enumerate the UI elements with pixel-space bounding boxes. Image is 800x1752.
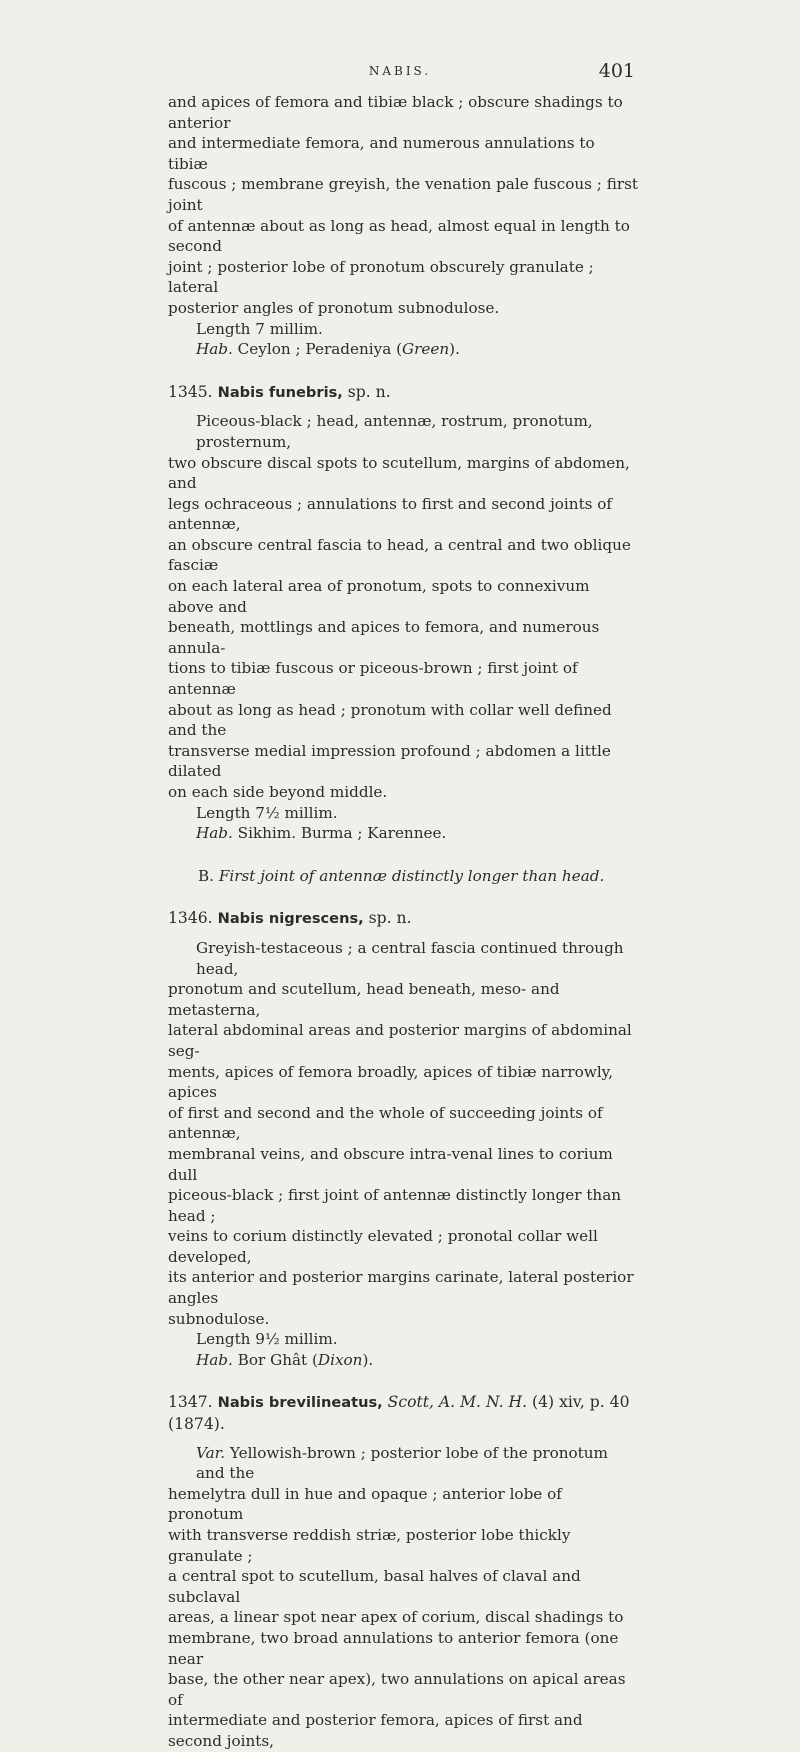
hab-collector: Green — [402, 340, 450, 359]
body-line: of antennæ about as long as head, almost equal in length to second — [168, 216, 630, 256]
species-name: Nabis funebris, — [217, 383, 343, 401]
body-text — [168, 92, 638, 1752]
body-line: veins to corium distinctly elevated ; pronotal collar well developed, — [168, 1227, 598, 1266]
body-line: lateral abdominal areas and posterior margins of abdominal seg- — [168, 1021, 632, 1060]
hab-text: Bor Ghât ( — [232, 1350, 318, 1369]
hab-label: Hab. — [196, 340, 233, 359]
variety-line — [168, 1443, 638, 1484]
body-line: an obscure central fascia to head, a central and two oblique fasciæ — [168, 535, 631, 575]
species-authority: Scott, A. M. N. H. — [382, 1393, 528, 1412]
hab-text: Sikhim. Burma ; Karennee. — [232, 824, 447, 843]
var-label: Var. — [196, 1443, 226, 1462]
section-text: First joint of antennæ distinctly longer than head. — [214, 866, 605, 885]
body-line: membranal veins, and obscure intra-venal lines to corium dull — [168, 1144, 613, 1184]
body-line: ments, apices of femora broadly, apices of tibiæ narrowly, apices — [168, 1062, 614, 1102]
species-heading — [168, 1392, 638, 1434]
body-line: hemelytra dull in hue and opaque ; anterior lobe of pronotum — [168, 1484, 562, 1524]
body-line: on each lateral area of pronotum, spots to connexivum above and — [168, 577, 590, 616]
species-number: 1345. — [168, 382, 213, 401]
body-line: transverse medial impression profound ; abdomen a little dilated — [168, 741, 611, 781]
hab-label: Hab. — [196, 824, 233, 843]
running-title: NABIS. — [368, 64, 432, 78]
body-line: areas, a linear spot near apex of corium, discal shadings to — [168, 1608, 624, 1627]
hab-text: Ceylon ; Peradeniya ( — [232, 340, 403, 359]
species-authority: sp. n. — [342, 382, 391, 401]
body-line: joint ; posterior lobe of pronotum obscurely granulate ; lateral — [168, 257, 594, 297]
running-head — [0, 60, 800, 84]
body-line: on each side beyond middle. — [168, 783, 388, 801]
body-line: about as long as head ; pronotum with collar well defined and the — [168, 700, 612, 740]
body-line: fuscous ; membrane greyish, the venation pale fuscous ; first joint — [168, 175, 639, 214]
body-line: intermediate and posterior femora, apices of first and second joints, — [168, 1711, 583, 1750]
species-heading — [168, 908, 638, 930]
habitat-line — [168, 339, 638, 360]
body-line: of first and second and the whole of succeeding joints of antennæ, — [168, 1103, 603, 1143]
body-line: Piceous-black ; head, antennæ, rostrum, pronotum, prosternum, — [196, 412, 593, 451]
habitat-line — [168, 1350, 638, 1371]
var-text: Yellowish-brown ; posterior lobe of the pronotum and the — [196, 1443, 608, 1483]
body-line: and intermediate femora, and numerous annulations to tibiæ — [168, 134, 595, 173]
species-authority: sp. n. — [363, 909, 412, 928]
page-number: 401 — [598, 60, 635, 82]
body-line: its anterior and posterior margins carinate, lateral posterior angles — [168, 1268, 634, 1308]
section-heading — [168, 866, 638, 887]
body-line: with transverse reddish striæ, posterior lobe thickly granulate ; — [168, 1526, 571, 1565]
body-line: beneath, mottlings and apices to femora, and numerous annula- — [168, 618, 600, 657]
species-name: Nabis brevilineatus, — [217, 1394, 383, 1412]
habitat-line — [168, 823, 638, 844]
hab-collector: Dixon — [317, 1350, 363, 1369]
body-line: base, the other near apex), two annulations on apical areas of — [168, 1670, 626, 1709]
hab-end: ). — [362, 1350, 374, 1369]
body-line: and apices of femora and tibiæ black ; obscure shadings to anterior — [168, 93, 623, 132]
body-line: two obscure discal spots to scutellum, margins of abdomen, and — [168, 453, 630, 493]
body-line: pronotum and scutellum, head beneath, meso- and metasterna, — [168, 980, 560, 1019]
hab-label: Hab. — [196, 1350, 233, 1369]
species-heading — [168, 382, 638, 404]
species-number: 1346. — [168, 909, 213, 928]
length-line: Length 7 millim. — [196, 319, 323, 338]
body-line: membrane, two broad annulations to anterior femora (one near — [168, 1628, 619, 1668]
length-line: Length 9½ millim. — [196, 1330, 338, 1349]
body-line: a central spot to scutellum, basal halves of claval and subclaval — [168, 1567, 581, 1606]
species-name: Nabis nigrescens, — [217, 910, 364, 928]
body-line: legs ochraceous ; annulations to first and second joints of antennæ, — [168, 494, 613, 534]
section-letter: B. — [198, 866, 214, 885]
species-reference: (4) xiv, p. 40 (1874). — [168, 1393, 630, 1434]
body-line: posterior angles of pronotum subnodulose. — [168, 298, 500, 317]
body-line: Greyish-testaceous ; a central fascia continued through head, — [196, 938, 624, 978]
body-line: piceous-black ; first joint of antennæ distinctly longer than head ; — [168, 1186, 622, 1225]
length-line: Length 7½ millim. — [196, 803, 338, 822]
species-number: 1347. — [168, 1393, 213, 1412]
body-line: subnodulose. — [168, 1309, 270, 1328]
body-line: tions to tibiæ fuscous or piceous-brown ; first joint of antennæ — [168, 659, 578, 699]
hab-end: ). — [449, 340, 460, 359]
